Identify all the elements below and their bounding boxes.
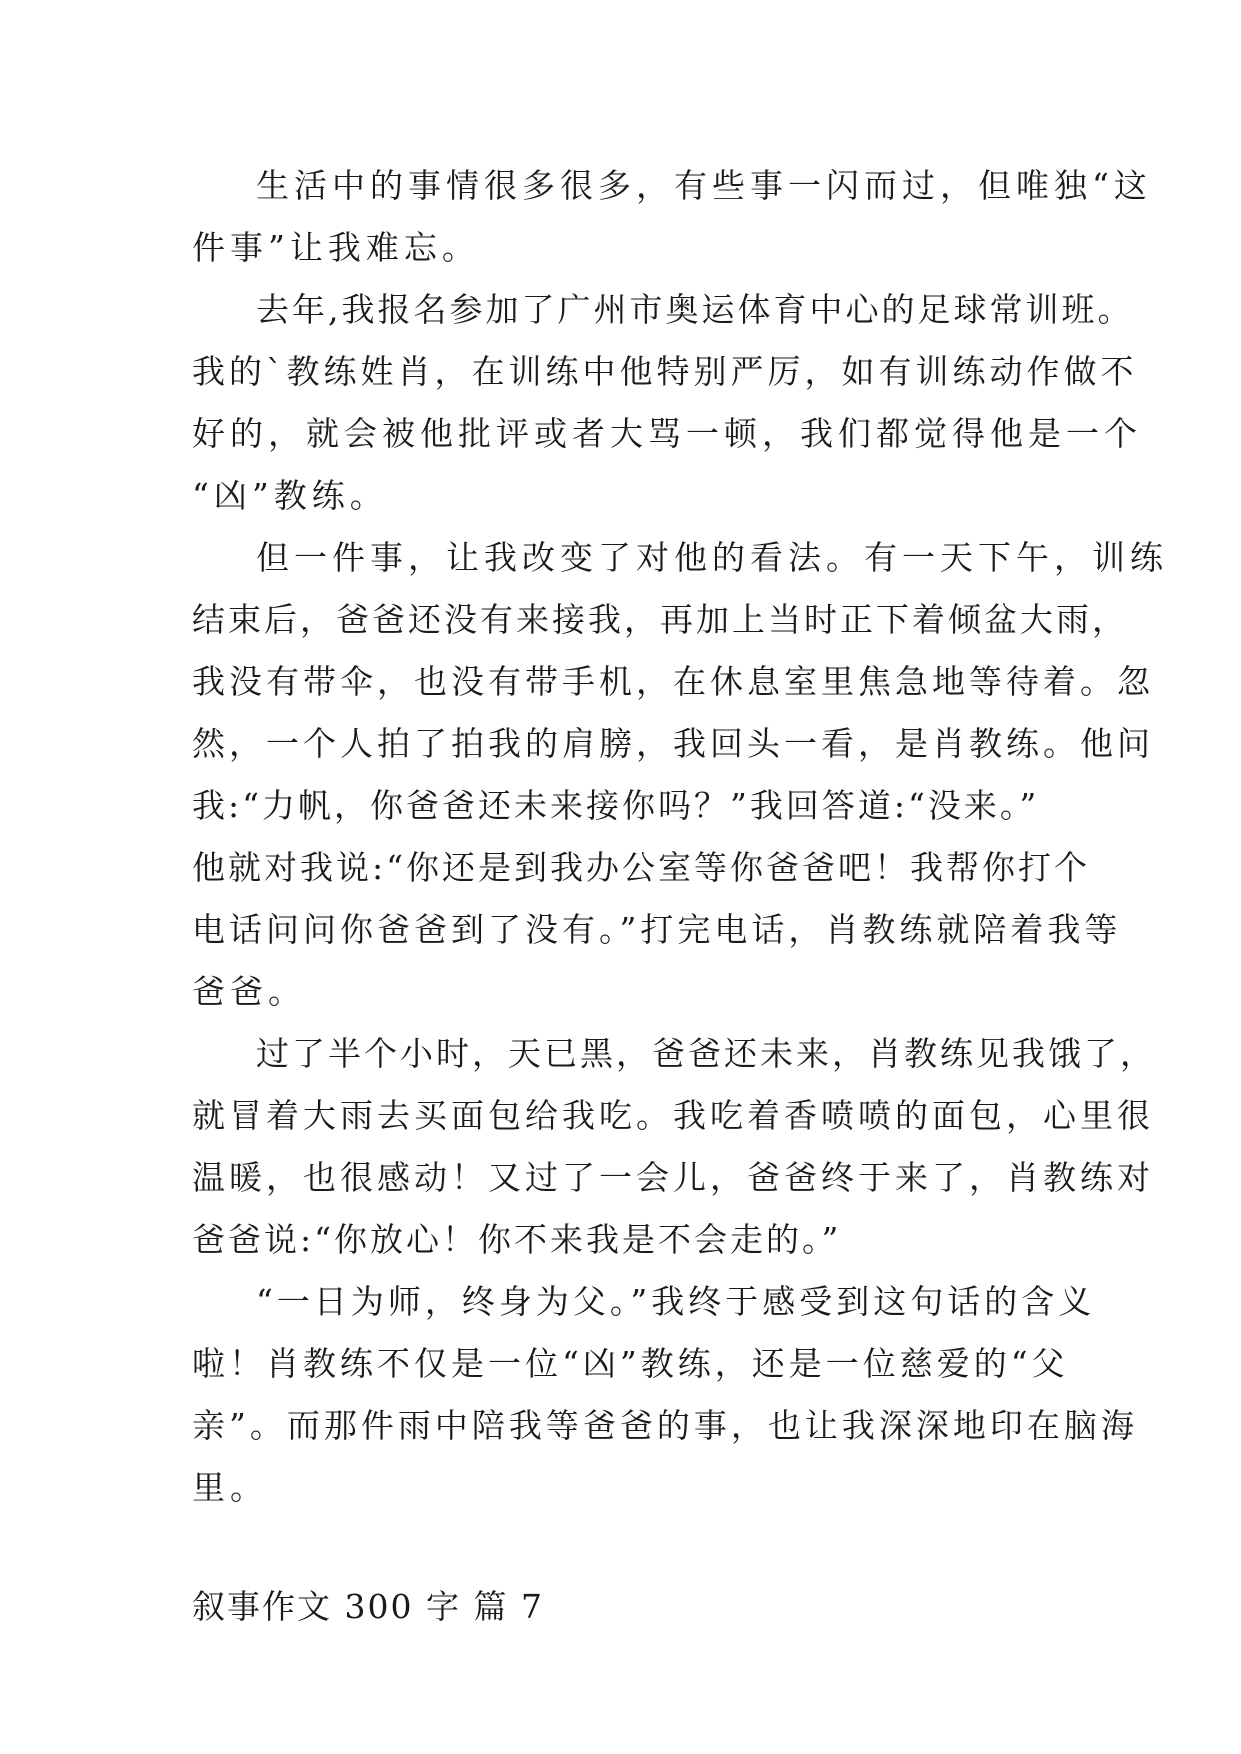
paragraph-3-line-2: 结束后，爸爸还没有来接我，再加上当时正下着倾盆大雨， [192, 600, 1128, 639]
paragraph-3-line-4: 然，一个人拍了拍我的肩膀，我回头一看，是肖教练。他问 [192, 724, 1154, 763]
paragraph-3-line-3: 我没有带伞，也没有带手机，在休息室里焦急地等待着。忽 [192, 662, 1154, 701]
paragraph-3-line-8: 爸爸。 [192, 972, 306, 1011]
paragraph-3-line-6: 他就对我说:“你还是到我办公室等你爸爸吧！我帮你打个 [192, 848, 1090, 887]
paragraph-3-line-5: 我:“力帆，你爸爸还未来接你吗？”我回答道:“没来。” [192, 786, 1040, 825]
paragraph-4-line-3: 温暖，也很感动！又过了一会儿，爸爸终于来了，肖教练对 [192, 1158, 1154, 1197]
paragraph-5-line-2: 啦！肖教练不仅是一位“凶”教练，还是一位慈爱的“父 [192, 1344, 1069, 1383]
paragraph-1-line-2: 件事”让我难忘。 [192, 228, 480, 267]
paragraph-4-line-1: 过了半个小时，天已黑，爸爸还未来，肖教练见我饿了， [256, 1034, 1156, 1073]
paragraph-3-line-7: 电话问问你爸爸到了没有。”打完电话，肖教练就陪着我等 [192, 910, 1122, 949]
paragraph-5-line-4: 里。 [192, 1468, 268, 1507]
paragraph-4-line-2: 就冒着大雨去买面包给我吃。我吃着香喷喷的面包，心里很 [192, 1096, 1154, 1135]
paragraph-3-line-1: 但一件事，让我改变了对他的看法。有一天下午，训练 [256, 538, 1168, 577]
paragraph-2-line-1: 去年,我报名参加了广州市奥运体育中心的足球常训班。 [256, 290, 1134, 329]
section-heading: 叙事作文 300 字 篇 7 [192, 1587, 544, 1626]
paragraph-1-line-1: 生活中的事情很多很多，有些事一闪而过，但唯独“这 [256, 166, 1152, 205]
paragraph-5-line-3: 亲”。而那件雨中陪我等爸爸的事，也让我深深地印在脑海 [192, 1406, 1138, 1445]
paragraph-5-line-1: “一日为师，终身为父。”我终于感受到这句话的含义 [256, 1282, 1096, 1321]
paragraph-4-line-4: 爸爸说:“你放心！你不来我是不会走的。” [192, 1220, 842, 1259]
paragraph-2-line-2: 我的`教练姓肖，在训练中他特别严厉，如有训练动作做不 [192, 352, 1138, 391]
paragraph-2-line-4: “凶”教练。 [192, 476, 388, 515]
paragraph-2-line-3: 好的，就会被他批评或者大骂一顿，我们都觉得他是一个 [192, 414, 1142, 453]
